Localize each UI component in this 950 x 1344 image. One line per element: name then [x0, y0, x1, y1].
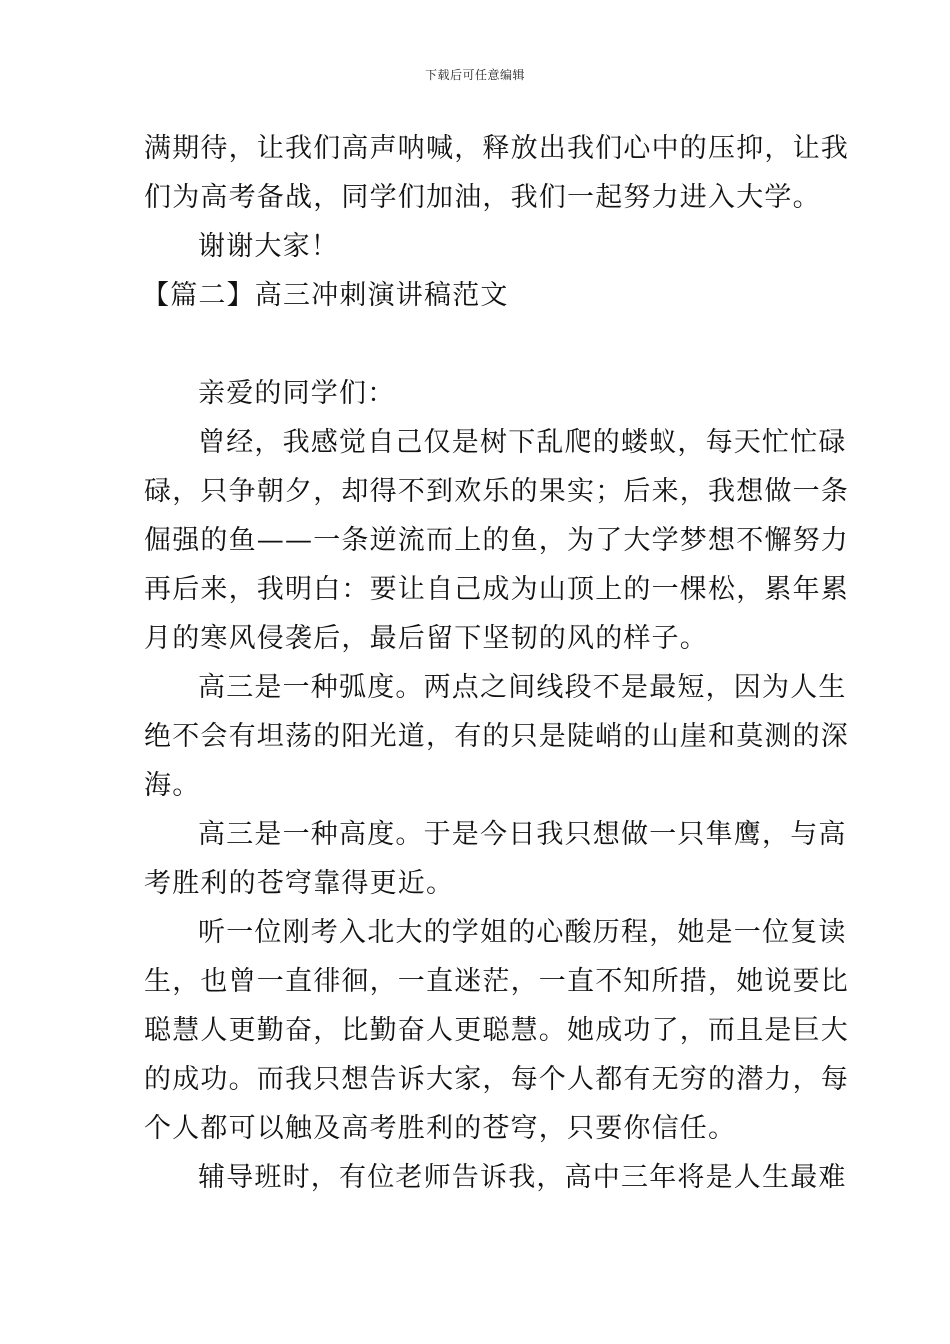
- text-line: 绝不会有坦荡的阳光道，有的只是陡峭的山崖和莫测的深: [144, 721, 849, 752]
- text-line: 谢谢大家！: [198, 231, 339, 262]
- text-line: 倔强的鱼——一条逆流而上的鱼，为了大学梦想不懈努力: [144, 525, 849, 556]
- salutation: 亲爱的同学们：: [198, 378, 396, 409]
- text-line: 辅导班时，有位老师告诉我，高中三年将是人生最难: [198, 1162, 847, 1193]
- text-line: 的成功。而我只想告诉大家，每个人都有无穷的潜力，每: [144, 1064, 849, 1095]
- section-heading: 【篇二】高三冲刺演讲稿范文: [142, 280, 509, 311]
- text-line: 碌，只争朝夕，却得不到欢乐的果实；后来，我想做一条: [144, 476, 849, 507]
- text-line: 考胜利的苍穹靠得更近。: [144, 868, 455, 899]
- text-line: 高三是一种高度。于是今日我只想做一只隼鹰，与高: [198, 819, 847, 850]
- text-line: 曾经，我感觉自己仅是树下乱爬的蝼蚁，每天忙忙碌: [198, 427, 847, 458]
- text-line: 生，也曾一直徘徊，一直迷茫，一直不知所措，她说要比: [144, 966, 849, 997]
- text-line: 个人都可以触及高考胜利的苍穹，只要你信任。: [144, 1113, 737, 1144]
- text-line: 们为高考备战，同学们加油，我们一起努力进入大学。: [144, 182, 821, 213]
- page-header: 下载后可任意编辑: [424, 68, 525, 82]
- text-line: 海。: [144, 770, 201, 801]
- text-line: 听一位刚考入北大的学姐的心酸历程，她是一位复读: [198, 917, 847, 948]
- text-line: 月的寒风侵袭后，最后留下坚韧的风的样子。: [144, 623, 708, 654]
- text-line: 聪慧人更勤奋，比勤奋人更聪慧。她成功了，而且是巨大: [144, 1015, 849, 1046]
- text-line: 再后来，我明白：要让自己成为山顶上的一棵松，累年累: [144, 574, 849, 605]
- text-line: 满期待，让我们高声呐喊，释放出我们心中的压抑，让我: [144, 133, 849, 164]
- text-line: 高三是一种弧度。两点之间线段不是最短，因为人生: [198, 672, 847, 703]
- document-body: [142, 124, 849, 1202]
- blank-line: [144, 320, 810, 369]
